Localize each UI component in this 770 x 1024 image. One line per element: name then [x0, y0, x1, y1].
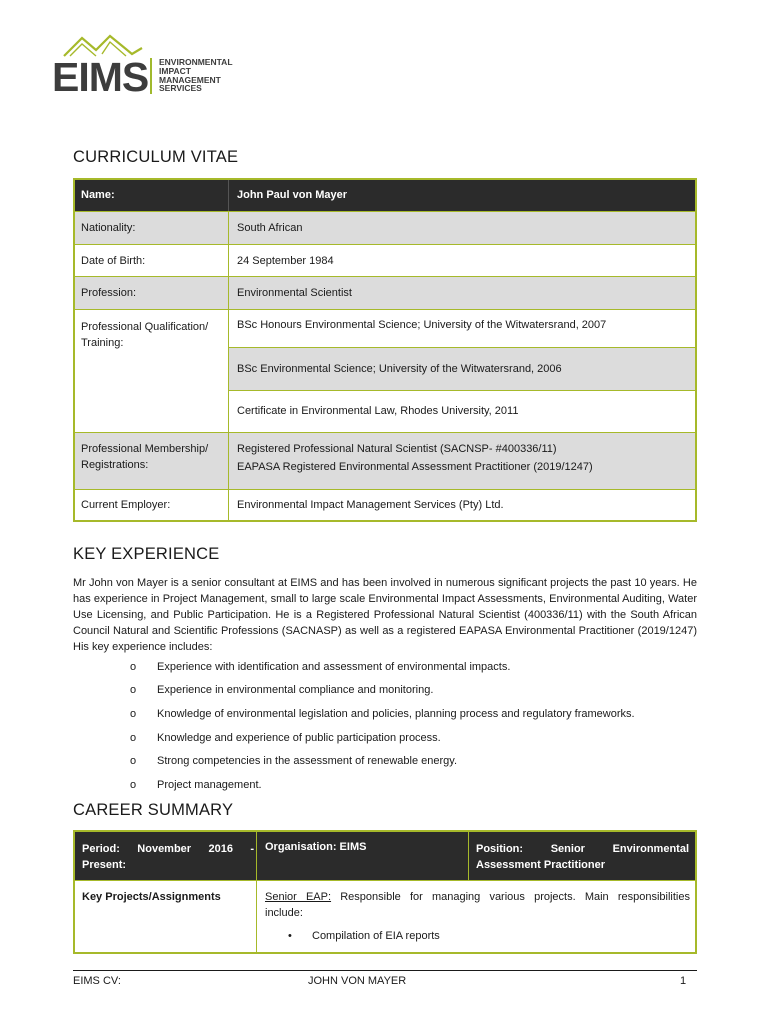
membership-item: Registered Professional Natural Scientist (SACNSP- #400336/11) [237, 443, 557, 455]
key-projects-label: Key Projects/Assignments [82, 891, 221, 903]
logo-line: MANAGEMENT [159, 74, 221, 85]
logo-wordmark [159, 58, 233, 93]
bullet-marker: o [130, 732, 137, 744]
membership-item: EAPASA Registered Environmental Assessment Practitioner (2019/1247) [237, 461, 593, 473]
position-cell [476, 841, 689, 873]
bullet-marker: o [130, 755, 137, 767]
footer-center: JOHN VON MAYER [308, 975, 407, 987]
list-item-text: Experience with identification and assessment of environmental impacts. [157, 661, 511, 673]
qualification-item: BSc Honours Environmental Science; University of the Witwatersrand, 2007 [237, 319, 607, 331]
responsibility-item: Compilation of EIA reports [312, 930, 440, 942]
employer-label: Current Employer: [81, 499, 171, 511]
role-title: Senior EAP: [265, 891, 332, 903]
membership-label [81, 441, 208, 473]
career-header-row [75, 832, 695, 880]
logo-line: ENVIRONMENTAL [159, 57, 233, 67]
qualification-label-line: Professional Qualification/ [81, 321, 209, 333]
position-line: Position: Senior Environmental [476, 843, 689, 855]
profession-value: Environmental Scientist [237, 287, 352, 299]
role-desc: Responsible for managing various projects. Main responsibilities [331, 891, 690, 903]
list-item-text: Experience in environmental compliance and monitoring. [157, 684, 434, 696]
membership-list [237, 441, 593, 475]
nationality-label: Nationality: [81, 222, 136, 234]
period-line: Present: [82, 859, 127, 871]
table-row-employer [75, 490, 695, 520]
list-item-text: Knowledge and experience of public participation process. [157, 732, 441, 744]
position-line: Assessment Practitioner [476, 859, 605, 871]
career-summary-title: CAREER SUMMARY [73, 801, 234, 819]
employer-value: Environmental Impact Management Services (Pty) Ltd. [237, 499, 504, 511]
period-line: Period: November 2016 - [82, 843, 254, 855]
nationality-value: South African [237, 222, 303, 234]
period-cell [82, 841, 254, 873]
logo-line: SERVICES [159, 83, 202, 94]
key-experience-title: KEY EXPERIENCE [73, 545, 220, 563]
bullet-marker: o [130, 779, 137, 791]
career-table [73, 830, 697, 954]
table-row-profession [75, 277, 695, 309]
dob-value: 24 September 1984 [237, 255, 334, 267]
organisation-cell: Organisation: EIMS [265, 841, 367, 853]
qualification-item: BSc Environmental Science; University of the Witwatersrand, 2006 [237, 363, 562, 375]
table-row-nationality [75, 212, 695, 244]
table-row-name [75, 180, 695, 211]
cv-title: CURRICULUM VITAE [73, 148, 239, 166]
table-row-dob [75, 245, 695, 276]
personal-info-table [73, 178, 697, 522]
table-row-qualifications [75, 310, 695, 432]
bullet-marker: o [130, 708, 137, 720]
table-row-membership [75, 433, 695, 489]
name-value: John Paul von Mayer [237, 189, 348, 201]
footer-divider [73, 970, 697, 971]
membership-label-line: Professional Membership/ [81, 443, 209, 455]
dob-label: Date of Birth: [81, 255, 146, 267]
membership-label-line: Registrations: [81, 459, 149, 471]
role-description [265, 889, 690, 921]
role-desc-cont: include: [265, 907, 303, 919]
list-item-text: Strong competencies in the assessment of renewable energy. [157, 755, 458, 767]
logo-divider [150, 58, 152, 94]
qualification-item: Certificate in Environmental Law, Rhodes University, 2011 [237, 405, 519, 417]
bullet-marker: o [130, 684, 137, 696]
name-label: Name: [81, 189, 115, 201]
footer-left: EIMS CV: [73, 975, 121, 987]
qualification-label-line: Training: [81, 337, 124, 349]
logo-letters: EIMS [52, 54, 149, 100]
page-number: 1 [680, 975, 687, 987]
key-experience-paragraph: Mr John von Mayer is a senior consultant at EIMS and has been involved in numerous significant projects the past 10 years. He has experience in Project Management, small to large scale Environmental Impact Assessments, Environmental Auditing, Water Use Licensing, and Public Participation. He is a Registered Professional Natural Scientist (400336/11) with the South African Council Natural and Scientific Professions (SACNASP) as well as a registered EAPASA Environmental Practitioner (2019/1247) His key experience includes: [73, 577, 697, 653]
logo-line: IMPACT [159, 65, 191, 76]
list-item-text: Project management. [157, 779, 262, 791]
company-logo [52, 34, 252, 98]
list-item-text: Knowledge of environmental legislation and policies, planning process and regulatory frameworks. [157, 708, 635, 720]
qualification-label [81, 319, 208, 351]
bullet-marker: • [288, 930, 292, 942]
bullet-marker: o [130, 661, 137, 673]
profession-label: Profession: [81, 287, 137, 299]
